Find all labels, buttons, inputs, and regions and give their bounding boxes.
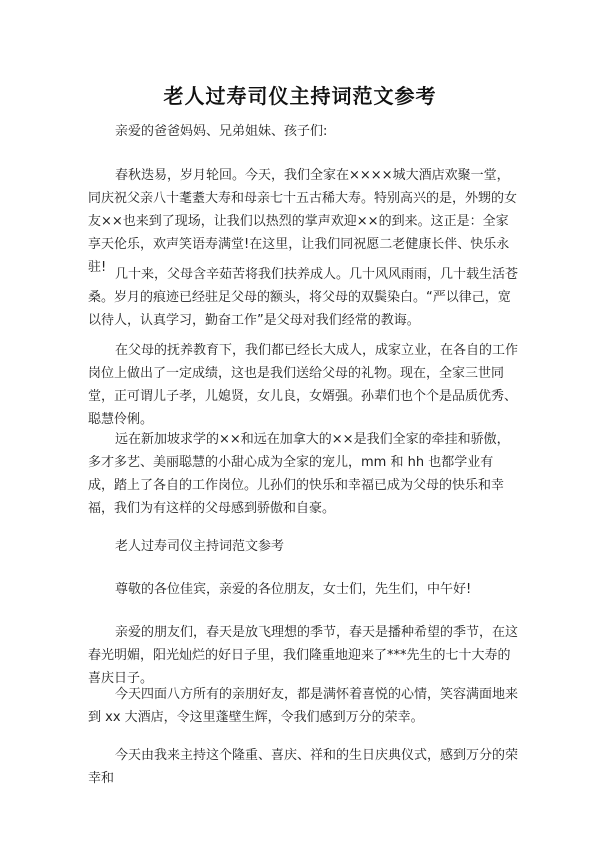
section-subtitle: 老人过寿司仪主持词范文参考 [115, 539, 285, 554]
paragraph-3: 在父母的抚养教育下，我们都已经长大成人，成家立业，在各自的工作岗位上做出了一定成绩，这也是我们送给父母的礼物。现在，全家三世同堂，正可谓儿子孝，儿媳贤，女儿良，女婿强。孙辈们也个个是品质优秀、聪慧伶俐。 [88, 343, 519, 427]
paragraph-4: 远在新加坡求学的××和远在加拿大的××是我们全家的牵挂和骄傲，多才多艺、美丽聪慧的小甜心成为全家的宠儿，mm 和 hh 也都学业有成，踏上了各自的工作岗位。儿孙们的快乐和幸福已成为父母的快乐和幸福，我们为有这样的父母感到骄傲和自豪。 [88, 432, 510, 516]
paragraph-6: 亲爱的朋友们，春天是放飞理想的季节，春天是播种希望的季节，在这春光明媚，阳光灿烂的好日子里，我们隆重地迎来了***先生的七十大寿的喜庆日子。 [88, 625, 519, 686]
paragraph-greeting: 亲爱的爸爸妈妈、兄弟姐妹、孩子们: [115, 124, 328, 139]
paragraph-1: 春秋迭易，岁月轮回。今天，我们全家在××××城大酒店欢聚一堂，同庆祝父亲八十耄耋大寿和母亲七十五古稀大寿。特别高兴的是，外甥的女友××也来到了现场，让我们以热烈的掌声欢迎××的到来。这正是：全家享天伦乐，欢声笑语寿满堂!在这里，让我们同祝愿二老健康长伴、快乐永驻! [88, 168, 518, 275]
paragraph-7: 今天四面八方所有的亲朋好友，都是满怀着喜悦的心情，笑容满面地来到 xx 大酒店，令这里蓬壁生辉，令我们感到万分的荣幸。 [88, 687, 519, 725]
paragraph-5: 尊敬的各位佳宾，亲爱的各位朋友，女士们，先生们，中午好! [115, 582, 472, 597]
paragraph-2: 几十来，父母含辛茹苦将我们扶养成人。几十风风雨雨，几十载生活苍桑。岁月的痕迹已经驻足父母的额头，将父母的双鬓染白。“严以律己，宽以待人，认真学习，勤奋工作”是父母对我们经常的教诲。 [88, 267, 519, 328]
paragraph-8: 今天由我来主持这个隆重、喜庆、祥和的生日庆典仪式，感到万分的荣幸和 [88, 748, 519, 786]
document-title: 老人过寿司仪主持词范文参考 [163, 84, 437, 108]
